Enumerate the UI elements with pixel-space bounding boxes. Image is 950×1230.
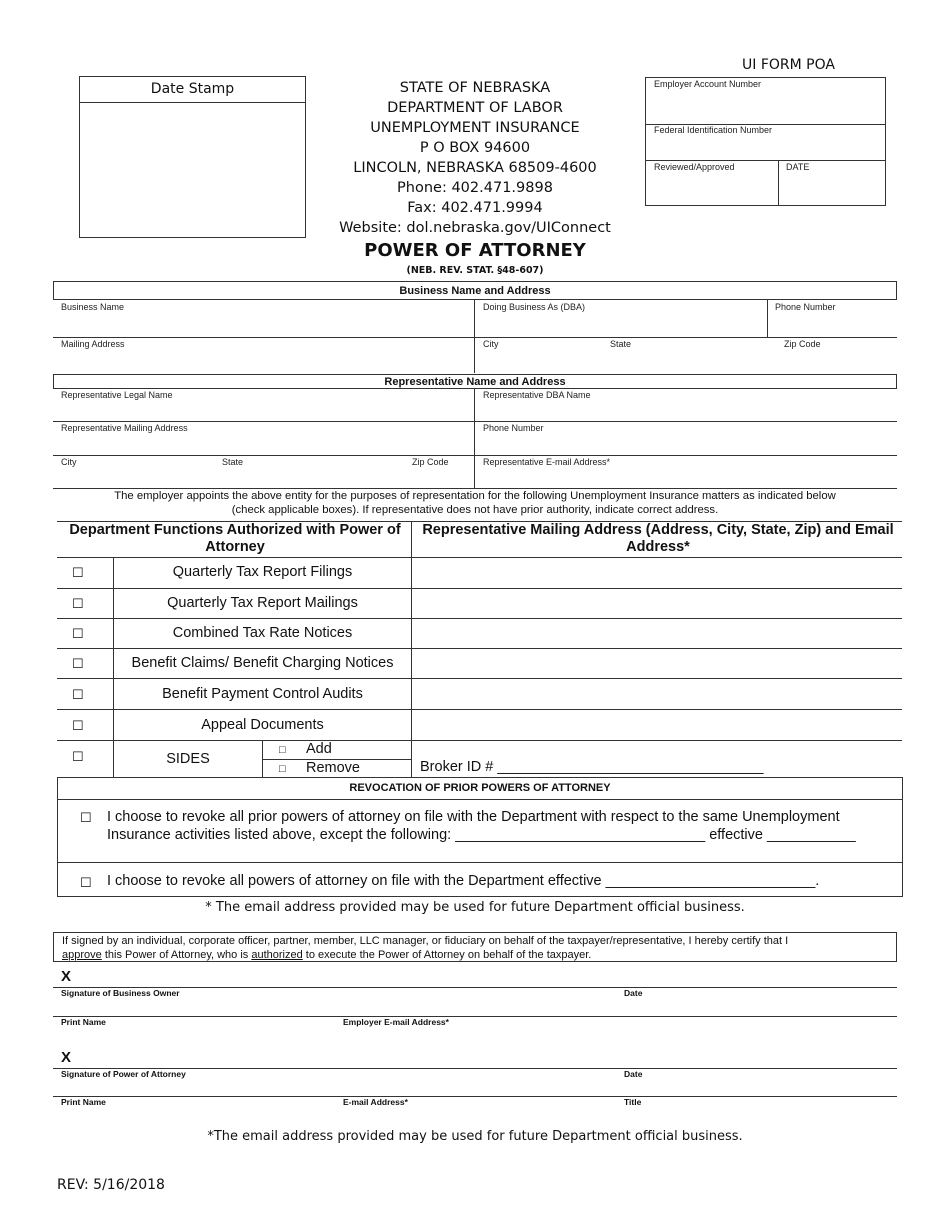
owner-signature-x: X xyxy=(61,968,72,985)
appointment-text xyxy=(53,489,897,517)
function-benefit-claims: Benefit Claims/ Benefit Charging Notices xyxy=(131,655,394,671)
appointment-line-2: (check applicable boxes). If representative does not have prior authority, indicate correct address. xyxy=(231,504,719,516)
sides-remove-label: Remove xyxy=(306,760,360,776)
appointment-line-1: The employer appoints the above entity for the purposes of representation for the following Unemployment Insurance matters as indicated below xyxy=(114,490,836,502)
agency-header xyxy=(330,78,620,238)
function-combined-tax-rate: Combined Tax Rate Notices xyxy=(172,625,353,641)
office-use-box xyxy=(645,77,886,206)
certification-text-3: to execute the Power of Attorney on behalf of the taxpayer. xyxy=(302,949,592,961)
poa-title-label: Title xyxy=(624,1097,642,1107)
owner-print-name-label: Print Name xyxy=(61,1017,106,1027)
revoke-option-1-line-2: Insurance activities listed above, except the following: _______________________________ effective ___________ xyxy=(107,827,856,843)
certification-line-1: If signed by an individual, corporate officer, partner, member, LLC manager, or fiduciary on behalf of the taxpayer/representative, I hereby certify that I xyxy=(62,935,789,947)
agency-phone: Phone: 402.471.9898 xyxy=(397,180,553,196)
representative-section-header: Representative Name and Address xyxy=(53,374,897,389)
revoke-option-1-line-1: I choose to revoke all prior powers of attorney on file with the Department with respect to the same Unemployment xyxy=(107,809,840,825)
rep-dba-label: Representative DBA Name xyxy=(483,390,591,400)
business-dba-label: Doing Business As (DBA) xyxy=(483,302,586,312)
functions-header: Department Functions Authorized with Power of Attorney xyxy=(69,522,401,555)
agency-line-2: DEPARTMENT OF LABOR xyxy=(387,100,563,116)
agency-website: Website: dol.nebraska.gov/UIConnect xyxy=(339,220,611,236)
rep-phone-label: Phone Number xyxy=(483,423,544,433)
checkbox-sides[interactable]: ☐ xyxy=(72,749,84,764)
agency-line-1: STATE OF NEBRASKA xyxy=(399,80,551,96)
email-note: * The email address provided may be used for future Department official business. xyxy=(205,900,745,915)
poa-print-name-label: Print Name xyxy=(61,1097,106,1107)
checkbox-benefit-claims[interactable]: ☐ xyxy=(72,656,84,671)
agency-line-5: LINCOLN, NEBRASKA 68509-4600 xyxy=(353,160,597,176)
checkbox-combined-tax-rate[interactable]: ☐ xyxy=(72,626,84,641)
rep-mailing-label: Representative Mailing Address xyxy=(61,423,188,433)
poa-signature-label: Signature of Power of Attorney xyxy=(61,1069,186,1079)
business-mailing-label: Mailing Address xyxy=(61,339,125,349)
date-stamp-box xyxy=(79,76,306,238)
certification-box xyxy=(53,932,897,962)
function-quarterly-filings: Quarterly Tax Report Filings xyxy=(172,564,353,580)
checkbox-sides-remove[interactable]: □ xyxy=(279,763,286,775)
agency-line-3: UNEMPLOYMENT INSURANCE xyxy=(370,120,580,136)
revoke-option-2: I choose to revoke all powers of attorney on file with the Department effective __________________________. xyxy=(107,873,820,889)
business-state-label: State xyxy=(610,339,632,349)
owner-date-label: Date xyxy=(624,988,643,998)
owner-signature-label: Signature of Business Owner xyxy=(61,988,180,998)
checkbox-benefit-audits[interactable]: ☐ xyxy=(72,687,84,702)
checkbox-revoke-except[interactable]: ☐ xyxy=(80,810,92,825)
business-city-label: City xyxy=(483,339,499,349)
office-date-label: DATE xyxy=(786,162,810,172)
revocation-header: REVOCATION OF PRIOR POWERS OF ATTORNEY xyxy=(58,778,902,800)
poa-email-label: E-mail Address* xyxy=(343,1097,408,1107)
business-section-header: Business Name and Address xyxy=(53,281,897,300)
checkbox-appeal-documents[interactable]: ☐ xyxy=(72,718,84,733)
checkbox-quarterly-filings[interactable]: ☐ xyxy=(72,565,84,580)
rep-email-label: Representative E-mail Address* xyxy=(483,457,611,467)
agency-fax: Fax: 402.471.9994 xyxy=(407,200,543,216)
function-benefit-audits: Benefit Payment Control Audits xyxy=(162,686,363,702)
employer-account-label: Employer Account Number xyxy=(654,79,762,89)
agency-line-4: P O BOX 94600 xyxy=(419,140,531,156)
business-zip-label: Zip Code xyxy=(784,339,821,349)
page-title: POWER OF ATTORNEY xyxy=(364,240,586,261)
rep-zip-label: Zip Code xyxy=(412,457,449,467)
reviewed-label: Reviewed/Approved xyxy=(654,162,735,172)
form-code: UI FORM POA xyxy=(742,57,835,73)
checkbox-sides-add[interactable]: □ xyxy=(279,744,286,756)
certification-line-2 xyxy=(62,948,888,962)
federal-id-label: Federal Identification Number xyxy=(654,125,773,135)
approve-word: approve xyxy=(62,949,102,961)
address-header: Representative Mailing Address (Address, City, State, Zip) and Email Address* xyxy=(422,522,894,555)
certification-text-2: this Power of Attorney, who is xyxy=(101,949,252,961)
rep-state-label: State xyxy=(222,457,244,467)
rep-city-label: City xyxy=(61,457,77,467)
employer-email-label: Employer E-mail Address* xyxy=(343,1017,449,1027)
footer-email-note: *The email address provided may be used for future Department official business. xyxy=(207,1129,743,1144)
poa-date-label: Date xyxy=(624,1069,643,1079)
business-phone-label: Phone Number xyxy=(775,302,836,312)
business-name-label: Business Name xyxy=(61,302,125,312)
revoke-option-1 xyxy=(107,808,897,844)
rep-legal-name-label: Representative Legal Name xyxy=(61,390,173,400)
revision-date: REV: 5/16/2018 xyxy=(57,1177,165,1193)
function-quarterly-mailings: Quarterly Tax Report Mailings xyxy=(167,595,358,611)
function-appeal-documents: Appeal Documents xyxy=(201,717,324,733)
authorized-word: authorized xyxy=(251,949,303,961)
broker-id[interactable]: Broker ID # _________________________________ xyxy=(420,759,764,775)
statute: (NEB. REV. STAT. §48-607) xyxy=(406,265,544,276)
poa-signature-x: X xyxy=(61,1049,72,1066)
date-stamp-label: Date Stamp xyxy=(80,77,305,103)
checkbox-quarterly-mailings[interactable]: ☐ xyxy=(72,596,84,611)
checkbox-revoke-all[interactable]: ☐ xyxy=(80,875,92,890)
function-sides: SIDES xyxy=(166,751,210,767)
sides-add-label: Add xyxy=(306,741,332,757)
